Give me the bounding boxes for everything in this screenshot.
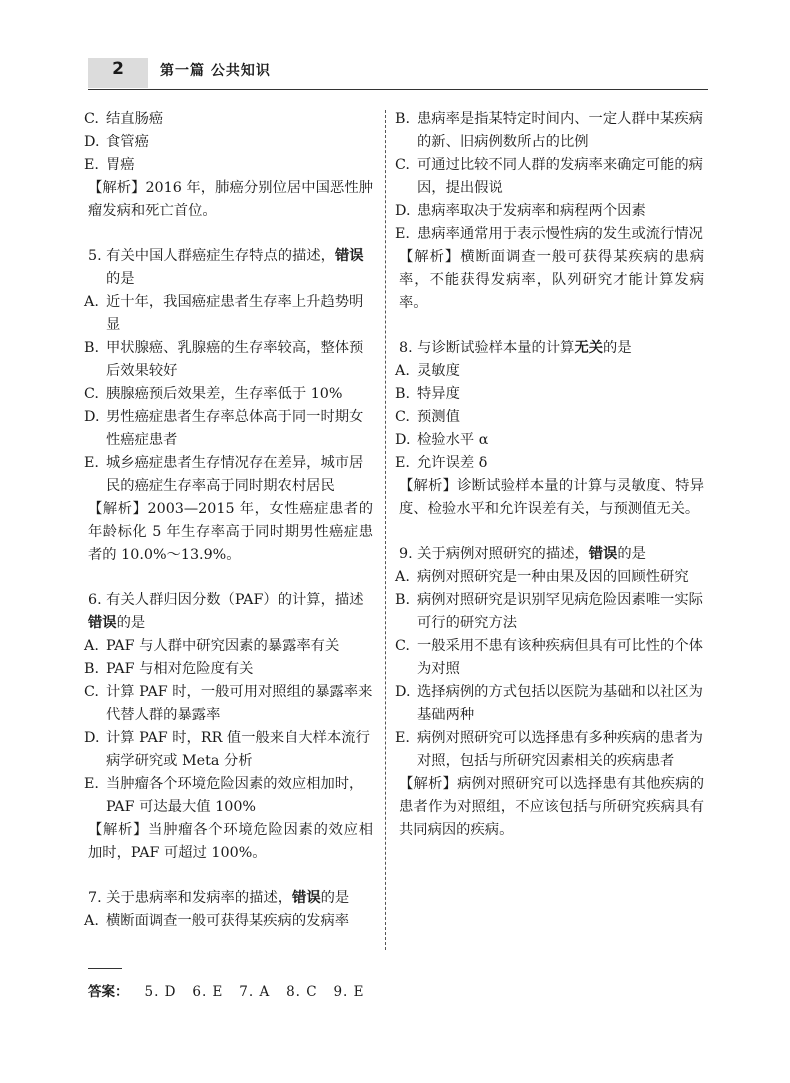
right-column <box>395 108 705 842</box>
q4-analysis: 【解析】2016 年，肺癌分别位居中国恶性肿瘤发病和死亡首位。 <box>88 180 374 219</box>
option: B. 患病率是指某特定时间内、一定人群中某疾病的新、旧病例数所占的比例 <box>395 111 703 150</box>
left-column <box>84 108 374 933</box>
question-6 <box>84 589 373 865</box>
q7-options-continued <box>395 108 704 246</box>
option: D. 男性癌症患者生存率总体高于同一时期女性癌症患者 <box>84 409 364 448</box>
option: B. 病例对照研究是识别罕见病危险因素唯一实际可行的研究方法 <box>395 592 703 631</box>
option: C. 可通过比较不同人群的发病率来确定可能的病因，提出假说 <box>395 157 703 196</box>
answers-values: 5. D 6. E 7. A 8. C 9. E <box>144 984 365 1000</box>
q4-options <box>84 108 373 177</box>
column-divider <box>385 110 386 950</box>
option: A. 病例对照研究是一种由果及因的回顾性研究 <box>395 569 689 585</box>
option: E. 当肿瘤各个环境危险因素的效应相加时，PAF 可达最大值 100% <box>84 776 364 815</box>
option: E. 胃癌 <box>84 157 135 173</box>
question-stem: 9. 关于病例对照研究的描述，错误的是 <box>399 546 646 562</box>
page-number: 2 <box>112 59 124 79</box>
q8-analysis: 【解析】诊断试验样本量的计算与灵敏度、特异度、检验水平和允许误差有关，与预测值无关。 <box>399 478 704 517</box>
question-stem: 6. 有关人群归因分数（PAF）的计算，描述 错误的是 <box>88 592 364 631</box>
option: A. PAF 与人群中研究因素的暴露率有关 <box>84 638 340 654</box>
q9-analysis: 【解析】病例对照研究可以选择患有其他疾病的患者作为对照组，不应该包括与所研究疾病具有共同病因的疾病。 <box>399 776 704 838</box>
option: C. 胰腺癌预后效果差，生存率低于 10% <box>84 386 343 402</box>
option: C. 结直肠癌 <box>84 111 164 127</box>
option: E. 城乡癌症患者生存情况存在差异，城市居民的癌症生存率高于同时期农村居民 <box>84 455 364 494</box>
option: D. 计算 PAF 时，RR 值一般来自大样本流行病学研究或 Meta 分析 <box>84 730 370 769</box>
question-stem: 5. 有关中国人群癌症生存特点的描述，错误 的是 <box>88 248 364 287</box>
question-7 <box>84 887 373 933</box>
answer-key <box>88 980 364 1000</box>
option: A. 横断面调查一般可获得某疾病的发病率 <box>84 913 350 929</box>
question-9 <box>395 543 704 842</box>
option: C. 预测值 <box>395 409 460 425</box>
question-5 <box>84 245 373 567</box>
option: D. 检验水平 α <box>395 432 489 448</box>
option: D. 患病率取决于发病率和病程两个因素 <box>395 203 646 219</box>
page-header <box>0 0 790 100</box>
option: A. 近十年，我国癌症患者生存率上升趋势明显 <box>84 294 364 333</box>
option: A. 灵敏度 <box>395 363 460 379</box>
option: D. 选择病例的方式包括以医院为基础和以社区为基础两种 <box>395 684 703 723</box>
question-8 <box>395 337 704 521</box>
option: C. 一般采用不患有该种疾病但具有可比性的个体为对照 <box>395 638 703 677</box>
q6-analysis: 【解析】当肿瘤各个环境危险因素的效应相加时，PAF 可超过 100%。 <box>88 822 373 861</box>
option: B. 特异度 <box>395 386 460 402</box>
option: E. 患病率通常用于表示慢性病的发生或流行情况 <box>395 226 703 242</box>
option: B. PAF 与相对危险度有关 <box>84 661 254 677</box>
option: C. 计算 PAF 时，一般可用对照组的暴露率来代替人群的暴露率 <box>84 684 373 723</box>
option: D. 食管癌 <box>84 134 149 150</box>
chapter-title: 第一篇 公共知识 <box>160 63 271 79</box>
question-stem: 8. 与诊断试验样本量的计算无关的是 <box>399 340 632 356</box>
header-rule <box>88 89 708 90</box>
answers-label: 答案： <box>88 984 129 1000</box>
question-stem: 7. 关于患病率和发病率的描述，错误的是 <box>88 890 350 906</box>
answers-rule <box>88 968 122 969</box>
option: B. 甲状腺癌、乳腺癌的生存率较高，整体预后效果较好 <box>84 340 364 379</box>
option: E. 允许误差 δ <box>395 455 488 471</box>
q7-analysis: 【解析】横断面调查一般可获得某疾病的患病率，不能获得发病率，队列研究才能计算发病率。 <box>399 249 705 311</box>
q5-analysis: 【解析】2003—2015 年，女性癌症患者的年龄标化 5 年生存率高于同时期男性癌症患者的 10.0%～13.9%。 <box>88 501 373 563</box>
option: E. 病例对照研究可以选择患有多种疾病的患者为对照，包括与所研究因素相关的疾病患者 <box>395 730 703 769</box>
